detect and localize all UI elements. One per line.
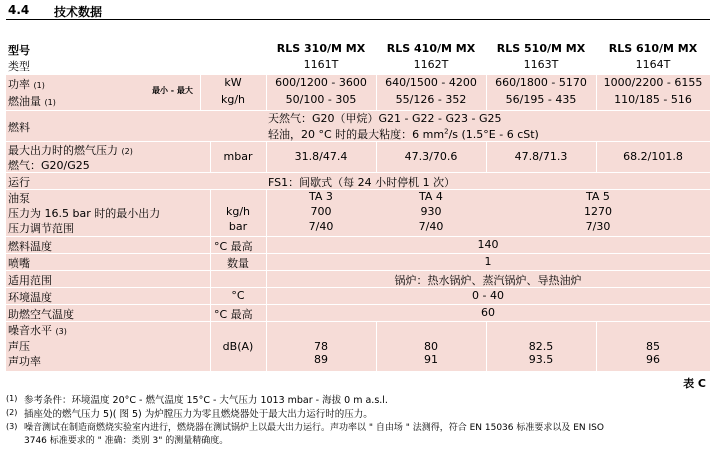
- sound-pressure-value: 82.5: [528, 340, 554, 353]
- model-type: 1162T: [413, 58, 449, 71]
- power-value: 1000/2200 - 6155: [603, 76, 703, 89]
- footnote-id: (1): [6, 394, 18, 403]
- power-label: 功率 (1): [8, 78, 45, 91]
- operation-label: 运行: [8, 176, 30, 189]
- pump-label: 油泵: [8, 192, 30, 205]
- model-label: 型号: [8, 44, 30, 57]
- pump-model: TA 3: [309, 190, 333, 203]
- pump-flow-value: 700: [310, 205, 332, 218]
- footnote-text: 参考条件：环境温度 20°C - 燃气温度 15°C - 大气压力 1013 mbar - 海拔 0 m a.s.l.: [24, 395, 388, 406]
- fuel-gas-types: 天然气：G20（甲烷）G21 - G22 - G23 - G25: [268, 112, 502, 125]
- nozzle-label: 喷嘴: [8, 257, 30, 270]
- table-caption: 表 C: [683, 377, 706, 390]
- sound-pressure-value: 78: [314, 340, 328, 353]
- fuel-oil-viscosity: 轻油，20 °C 时的最大粘度：6 $mm^2/s$ (1.5°E - 6 cSt): [268, 127, 539, 141]
- fuel-flow-value: 55/126 - 352: [395, 93, 467, 106]
- gas-pressure-unit: mbar: [223, 150, 253, 163]
- sound-pressure-value: 85: [646, 340, 660, 353]
- sound-pressure-value: 80: [424, 340, 438, 353]
- nozzle-unit: 数量: [227, 257, 249, 270]
- heading-rule: [6, 19, 710, 20]
- model-name: RLS 410/M MX: [386, 42, 476, 55]
- gas-pressure-value: 31.8/47.4: [294, 150, 348, 163]
- comb-air-temp-unit: °C 最高: [214, 308, 253, 321]
- pump-pressure-unit: bar: [228, 220, 248, 233]
- pump-pressure-range-label: 压力调节范围: [8, 222, 74, 235]
- model-type: 1161T: [303, 58, 339, 71]
- application-label: 适用范围: [8, 274, 52, 287]
- pump-model: TA 5: [586, 190, 610, 203]
- noise-label: 噪音水平 (3): [8, 324, 67, 337]
- pump-flow-value: 1270: [584, 205, 612, 218]
- footnote-id: (2): [6, 408, 18, 417]
- sound-power-value: 91: [424, 353, 438, 366]
- fuel-temp-value: 140: [477, 238, 499, 251]
- model-name: RLS 310/M MX: [276, 42, 366, 55]
- sound-power-label: 声功率: [8, 355, 41, 368]
- fuel-temp-label: 燃料温度: [8, 240, 52, 253]
- fuel-flow-value: 110/185 - 516: [614, 93, 692, 106]
- footnote-text: 3746 标准要求的 " 准确：类别 3" 的测量精确度。: [24, 436, 229, 446]
- footnote-id: (3): [6, 422, 18, 431]
- ambient-temp-value: 0 - 40: [472, 289, 504, 302]
- pump-range-value: 7/40: [308, 220, 334, 233]
- sound-power-value: 89: [314, 353, 328, 366]
- model-type: 1163T: [523, 58, 559, 71]
- power-value: 660/1800 - 5170: [495, 76, 587, 89]
- gas-pressure-value: 47.3/70.6: [404, 150, 458, 163]
- pump-range-value: 7/30: [585, 220, 611, 233]
- section-title: 技术数据: [54, 5, 103, 19]
- footnote-text: 插座处的燃气压力 5)( 图 5) 为炉膛压力为零且燃烧器处于最大出力运行时的压力。: [24, 409, 373, 420]
- noise-unit: dB(A): [222, 340, 254, 353]
- min-max-label: 最小 - 最大: [152, 86, 193, 95]
- pump-min-flow-label: 压力为 16.5 bar 时的最小出力: [8, 207, 161, 220]
- type-label: 类型: [8, 60, 30, 73]
- gas-pressure-label: 最大出力时的燃气压力 (2): [8, 144, 133, 157]
- footnote-text: 噪音测试在制造商燃烧实验室内进行，燃烧器在测试锅炉上以最大出力运行。声功率以 " 自由场 " 法测得，符合 EN 15036 标准要求以及 EN ISO: [24, 423, 604, 433]
- fuel-flow-unit: kg/h: [220, 93, 246, 106]
- comb-air-temp-label: 助燃空气温度: [8, 308, 74, 321]
- power-unit: kW: [224, 76, 242, 89]
- pump-model: TA 4: [419, 190, 443, 203]
- fuel-label: 燃料: [8, 121, 30, 134]
- section-number: 4.4: [8, 3, 30, 17]
- gas-type-label: 燃气：G20/G25: [8, 159, 90, 172]
- fuel-temp-unit: °C 最高: [214, 240, 253, 253]
- model-name: RLS 610/M MX: [608, 42, 698, 55]
- pump-flow-value: 930: [420, 205, 442, 218]
- comb-air-temp-value: 60: [481, 306, 495, 319]
- gas-pressure-value: 68.2/101.8: [623, 150, 683, 163]
- sound-power-value: 96: [646, 353, 660, 366]
- ambient-temp-label: 环境温度: [8, 291, 52, 304]
- ambient-temp-unit: °C: [231, 289, 245, 302]
- sound-power-value: 93.5: [528, 353, 554, 366]
- power-value: 640/1500 - 4200: [385, 76, 477, 89]
- model-name: RLS 510/M MX: [496, 42, 586, 55]
- pump-flow-unit: kg/h: [225, 205, 251, 218]
- operation-value: FS1：间歇式（每 24 小时停机 1 次）: [268, 176, 456, 189]
- fuel-flow-value: 56/195 - 435: [505, 93, 577, 106]
- power-value: 600/1200 - 3600: [275, 76, 367, 89]
- model-type: 1164T: [635, 58, 671, 71]
- nozzle-value: 1: [484, 255, 492, 268]
- pump-range-value: 7/40: [418, 220, 444, 233]
- fuel-flow-value: 50/100 - 305: [285, 93, 357, 106]
- fuel-flow-label: 燃油量 (1): [8, 95, 56, 108]
- application-value: 锅炉：热水锅炉、蒸汽锅炉、导热油炉: [394, 274, 582, 287]
- gas-pressure-value: 47.8/71.3: [514, 150, 568, 163]
- sound-pressure-label: 声压: [8, 340, 30, 353]
